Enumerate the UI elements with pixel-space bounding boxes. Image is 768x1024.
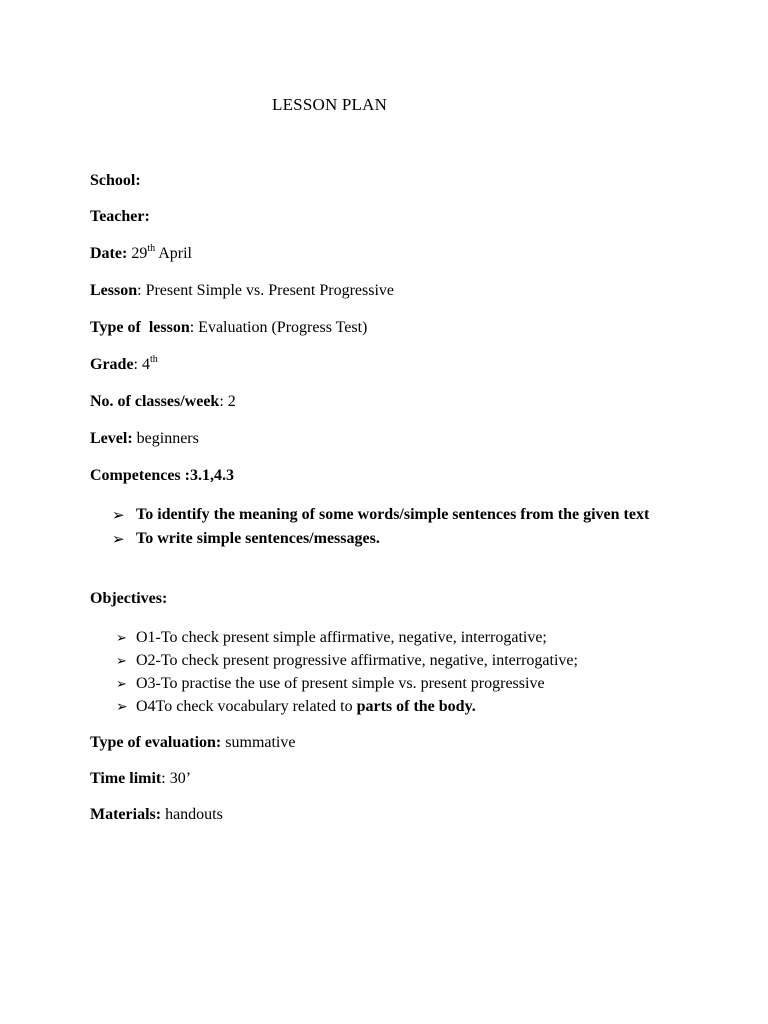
grade-value: : 4 [133, 356, 150, 373]
list-item [112, 503, 692, 527]
competences-list [112, 503, 692, 551]
list-item [116, 672, 716, 695]
objective-text: O3-To practise the use of present simple vs. present progressive [136, 675, 545, 692]
list-item [116, 649, 716, 672]
time-limit-value: : 30’ [161, 770, 192, 787]
lesson-type-field [90, 319, 367, 337]
grade-field [90, 356, 158, 374]
objectives-label: Objectives: [90, 590, 168, 607]
lesson-value: : Present Simple vs. Present Progressive [137, 282, 394, 299]
competence-text: To write simple sentences/messages. [136, 530, 380, 547]
date-day: 29 [131, 245, 148, 262]
arrowhead-bullet-icon: ➢ [116, 699, 128, 715]
objectives-list [116, 626, 716, 718]
evaluation-type-label: Type of evaluation: [90, 734, 222, 751]
evaluation-type-field [90, 734, 295, 752]
arrowhead-bullet-icon: ➢ [116, 631, 127, 646]
classes-per-week-field [90, 393, 236, 411]
date-field [90, 245, 192, 263]
lesson-field [90, 282, 394, 300]
materials-label: Materials: [90, 806, 162, 823]
date-month: April [158, 245, 192, 262]
classes-value: : 2 [219, 393, 236, 410]
level-field [90, 430, 199, 448]
page-title: LESSON PLAN [272, 95, 388, 114]
school-field [90, 172, 141, 190]
list-item [112, 527, 692, 551]
arrowhead-bullet-icon: ➢ [112, 530, 125, 548]
date-label: Date: [90, 245, 128, 262]
classes-label: No. of classes/week [90, 393, 220, 410]
lesson-label: Lesson [90, 282, 138, 299]
date-suffix: th [147, 243, 156, 254]
competences-field [90, 467, 234, 485]
lesson-type-value: : Evaluation (Progress Test) [189, 319, 368, 336]
list-item [116, 626, 716, 649]
grade-suffix: th [150, 354, 158, 365]
objective-text: O1-To check present simple affirmative, negative, interrogative; [136, 629, 547, 646]
teacher-label: Teacher: [90, 208, 150, 225]
teacher-field [90, 208, 150, 226]
materials-field [90, 806, 223, 824]
objective-text: O4To check vocabulary related to [136, 698, 357, 715]
time-limit-field [90, 770, 191, 788]
grade-label: Grade [90, 356, 134, 373]
arrowhead-bullet-icon: ➢ [112, 506, 125, 524]
materials-value: handouts [165, 806, 223, 823]
list-item [116, 695, 716, 718]
level-value: beginners [136, 430, 199, 447]
evaluation-type-value: summative [225, 734, 296, 751]
competence-text: To identify the meaning of some words/simple sentences from the given text [136, 506, 650, 523]
arrowhead-bullet-icon: ➢ [116, 654, 127, 669]
level-label: Level: [90, 430, 133, 447]
objective-text: O2-To check present progressive affirmative, negative, interrogative; [136, 652, 578, 669]
time-limit-label: Time limit [90, 770, 162, 787]
arrowhead-bullet-icon: ➢ [116, 677, 127, 692]
objectives-heading [90, 590, 167, 608]
objective-emphasis: parts of the body. [356, 698, 476, 715]
lesson-type-label: Type of lesson [90, 319, 190, 336]
competences-label: Competences :3.1,4.3 [90, 467, 234, 484]
school-label: School: [90, 172, 141, 189]
